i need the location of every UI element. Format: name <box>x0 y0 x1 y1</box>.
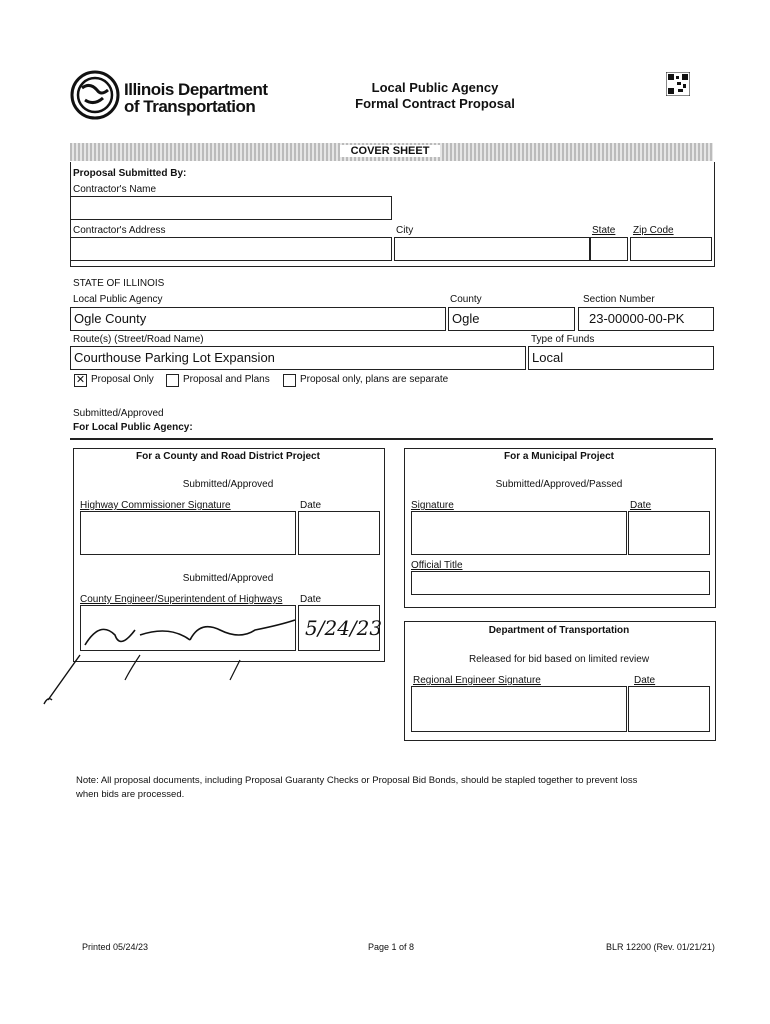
contractor-address-label: Contractor's Address <box>73 225 166 236</box>
lpa-value: Ogle County <box>74 311 147 326</box>
eng-date-label: Date <box>300 594 322 605</box>
section-number-field[interactable] <box>578 307 714 331</box>
county-label: County <box>450 294 482 305</box>
hwy-date-label: Date <box>300 500 322 511</box>
submitted-approved-heading: Submitted/Approved <box>73 408 164 419</box>
footer-form: BLR 12200 (Rev. 01/21/21) <box>606 942 715 952</box>
dot-panel-title: Department of Transportation <box>488 625 630 636</box>
section-number-value: 23-00000-00-PK <box>589 311 685 326</box>
engineer-signature <box>40 600 310 710</box>
lpa-label: Local Public Agency <box>73 294 163 305</box>
for-lpa-heading: For Local Public Agency: <box>73 422 193 433</box>
form-title-line1: Local Public Agency <box>371 80 499 95</box>
municipal-sub1: Submitted/Approved/Passed <box>495 479 623 490</box>
municipal-sig-field[interactable] <box>411 511 627 555</box>
county-sub2: Submitted/Approved <box>182 573 274 584</box>
official-title-label: Official Title <box>411 560 463 571</box>
hwy-sig-label: Highway Commissioner Signature <box>80 500 231 511</box>
contractor-name-field[interactable] <box>70 196 392 220</box>
footer-page: Page 1 of 8 <box>368 942 415 952</box>
county-panel-title: For a County and Road District Project <box>136 451 320 462</box>
route-field[interactable] <box>70 346 526 370</box>
lpa-field[interactable] <box>70 307 446 331</box>
city-field[interactable] <box>394 237 590 261</box>
city-label: City <box>396 225 414 236</box>
municipal-date-field[interactable] <box>628 511 710 555</box>
state-field[interactable] <box>590 237 628 261</box>
eng-date-field[interactable] <box>298 605 383 651</box>
funds-value: Local <box>532 350 564 365</box>
eng-sig-label: County Engineer/Superintendent of Highways <box>80 594 283 605</box>
eng-date-value: 5/24/23 <box>305 616 383 640</box>
official-title-field[interactable] <box>411 571 710 595</box>
plans-separate-label: Proposal only, plans are separate <box>300 374 449 385</box>
section-number-label: Section Number <box>583 294 655 305</box>
note-line1: Note: All proposal documents, including Proposal Guaranty Checks or Proposal Bid Bonds, should be stapled together to prevent loss <box>76 775 638 786</box>
reg-sig-field[interactable] <box>411 686 627 732</box>
county-sub1: Submitted/Approved <box>182 479 274 490</box>
state-label: State <box>592 225 616 236</box>
hwy-date-field[interactable] <box>298 511 380 555</box>
zip-label: Zip Code <box>633 225 674 236</box>
idot-logo <box>70 70 120 120</box>
approval-rule <box>70 438 713 440</box>
proposal-and-plans-checkbox[interactable] <box>166 374 179 387</box>
dot-released-text: Released for bid based on limited review <box>468 654 650 665</box>
cover-sheet-heading: COVER SHEET <box>340 145 440 157</box>
form-title-line2: Formal Contract Proposal <box>355 96 515 111</box>
qr-code <box>666 72 690 96</box>
route-label: Route(s) (Street/Road Name) <box>73 334 204 345</box>
contractor-address-field[interactable] <box>70 237 392 261</box>
county-field[interactable] <box>448 307 575 331</box>
funds-label: Type of Funds <box>531 334 595 345</box>
proposal-submitted-by: Proposal Submitted By: <box>73 168 187 179</box>
hwy-sig-field[interactable] <box>80 511 296 555</box>
route-value: Courthouse Parking Lot Expansion <box>74 350 275 365</box>
funds-field[interactable] <box>528 346 714 370</box>
county-value: Ogle <box>452 311 480 326</box>
state-of-illinois: STATE OF ILLINOIS <box>73 278 165 289</box>
qr-code-icon <box>666 72 690 96</box>
agency-name-line2: of Transportation <box>124 97 256 116</box>
proposal-only-label: Proposal Only <box>91 374 154 385</box>
plans-separate-checkbox[interactable] <box>283 374 296 387</box>
footer-printed: Printed 05/24/23 <box>82 942 149 952</box>
municipal-panel-title: For a Municipal Project <box>503 451 615 462</box>
idot-logo-icon <box>70 70 120 120</box>
contractor-name-label: Contractor's Name <box>73 184 157 195</box>
reg-sig-label: Regional Engineer Signature <box>413 675 541 686</box>
proposal-and-plans-label: Proposal and Plans <box>183 374 270 385</box>
zip-field[interactable] <box>630 237 712 261</box>
note-line2: when bids are processed. <box>76 789 185 800</box>
reg-date-label: Date <box>634 675 656 686</box>
proposal-only-checkbox[interactable] <box>74 374 87 387</box>
reg-date-field[interactable] <box>628 686 710 732</box>
municipal-date-label: Date <box>630 500 652 511</box>
municipal-sig-label: Signature <box>411 500 454 511</box>
agency-name-line1: Illinois Department <box>124 80 268 99</box>
